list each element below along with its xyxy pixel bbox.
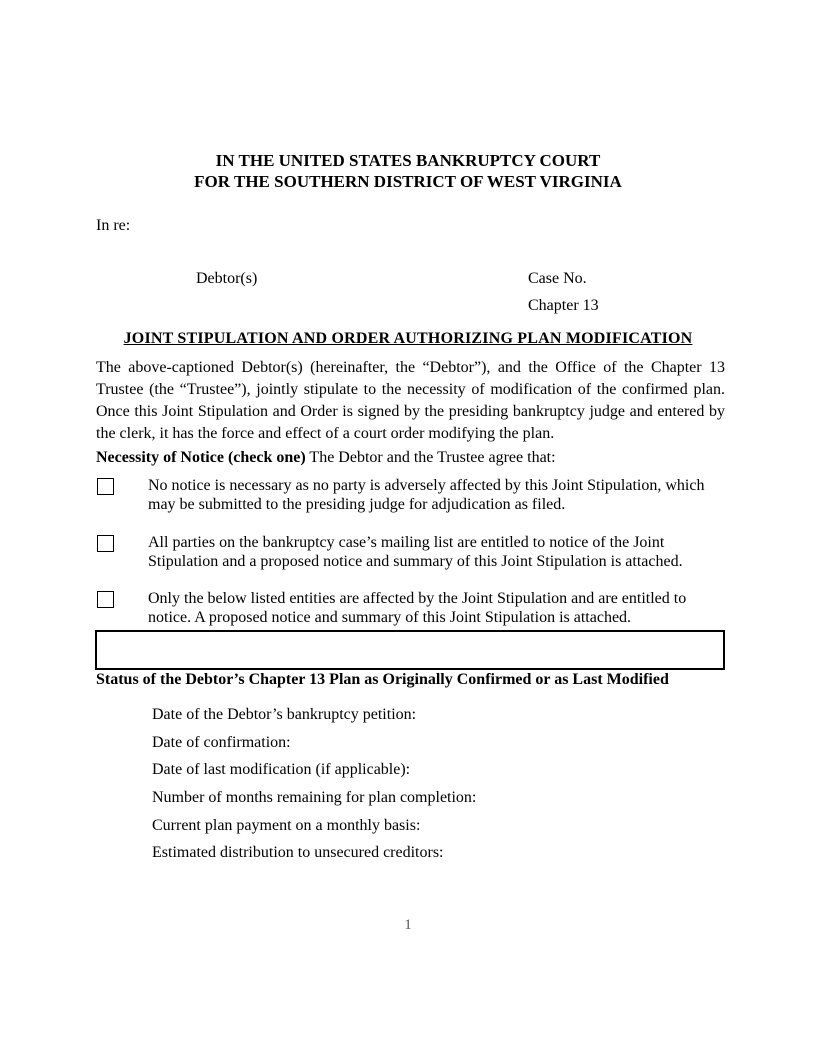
months-remaining-label: Number of months remaining for plan completion: xyxy=(152,789,477,806)
confirmation-date-label: Date of confirmation: xyxy=(152,734,291,751)
monthly-payment-label: Current plan payment on a monthly basis: xyxy=(152,817,421,834)
debtors-label: Debtor(s) xyxy=(196,270,258,287)
notice-heading-rest: The Debtor and the Trustee agree that: xyxy=(305,449,556,466)
court-title xyxy=(0,150,816,192)
all-parties-notice-checkbox[interactable] xyxy=(97,535,114,552)
last-modification-date-label: Date of last modification (if applicable): xyxy=(152,761,411,778)
section-heading: JOINT STIPULATION AND ORDER AUTHORIZING PLAN MODIFICATION xyxy=(123,330,693,347)
listed-entities-notice-checkbox[interactable] xyxy=(97,591,114,608)
listed-entities-notice-checkbox-label: Only the below listed entities are affected by the Joint Stipulation and are entitled to notice. A proposed notice and summary of this Joint Stipulation is attached. xyxy=(148,590,687,626)
no-notice-checkbox-label: No notice is necessary as no party is adversely affected by this Joint Stipulation, which may be submitted to the presiding judge for adjudication as filed. xyxy=(148,477,705,513)
in-re-label: In re: xyxy=(96,217,131,234)
petition-date-label: Date of the Debtor’s bankruptcy petition: xyxy=(152,706,417,723)
court-title-line2: FOR THE SOUTHERN DISTRICT OF WEST VIRGINIA xyxy=(194,172,622,191)
no-notice-checkbox[interactable] xyxy=(97,478,114,495)
notice-heading xyxy=(96,449,556,467)
intro-paragraph: The above-captioned Debtor(s) (hereinafter, the “Debtor”), and the Office of the Chapter 13 Trustee (the “Trustee”), jointly stipulate to the necessity of modification of the confirmed plan. Once this Joint Stipulation and Order is signed by the presiding bankruptcy judge and entered by the clerk, it has the force and effect of a court order modifying the plan. xyxy=(96,359,725,442)
page-number: 1 xyxy=(404,917,412,933)
chapter-label: Chapter 13 xyxy=(528,297,599,314)
all-parties-notice-checkbox-label: All parties on the bankruptcy case’s mailing list are entitled to notice of the Joint Stipulation and a proposed notice and summary of this Joint Stipulation is attached. xyxy=(148,534,683,570)
status-section-heading: Status of the Debtor’s Chapter 13 Plan as Originally Confirmed or as Last Modified xyxy=(96,671,669,688)
notice-heading-bold: Necessity of Notice (check one) xyxy=(96,449,306,466)
affected-entities-input-box[interactable] xyxy=(95,630,725,670)
court-title-line1: IN THE UNITED STATES BANKRUPTCY COURT xyxy=(215,151,601,170)
unsecured-distribution-label: Estimated distribution to unsecured creditors: xyxy=(152,844,444,861)
case-number-label: Case No. xyxy=(528,270,587,287)
